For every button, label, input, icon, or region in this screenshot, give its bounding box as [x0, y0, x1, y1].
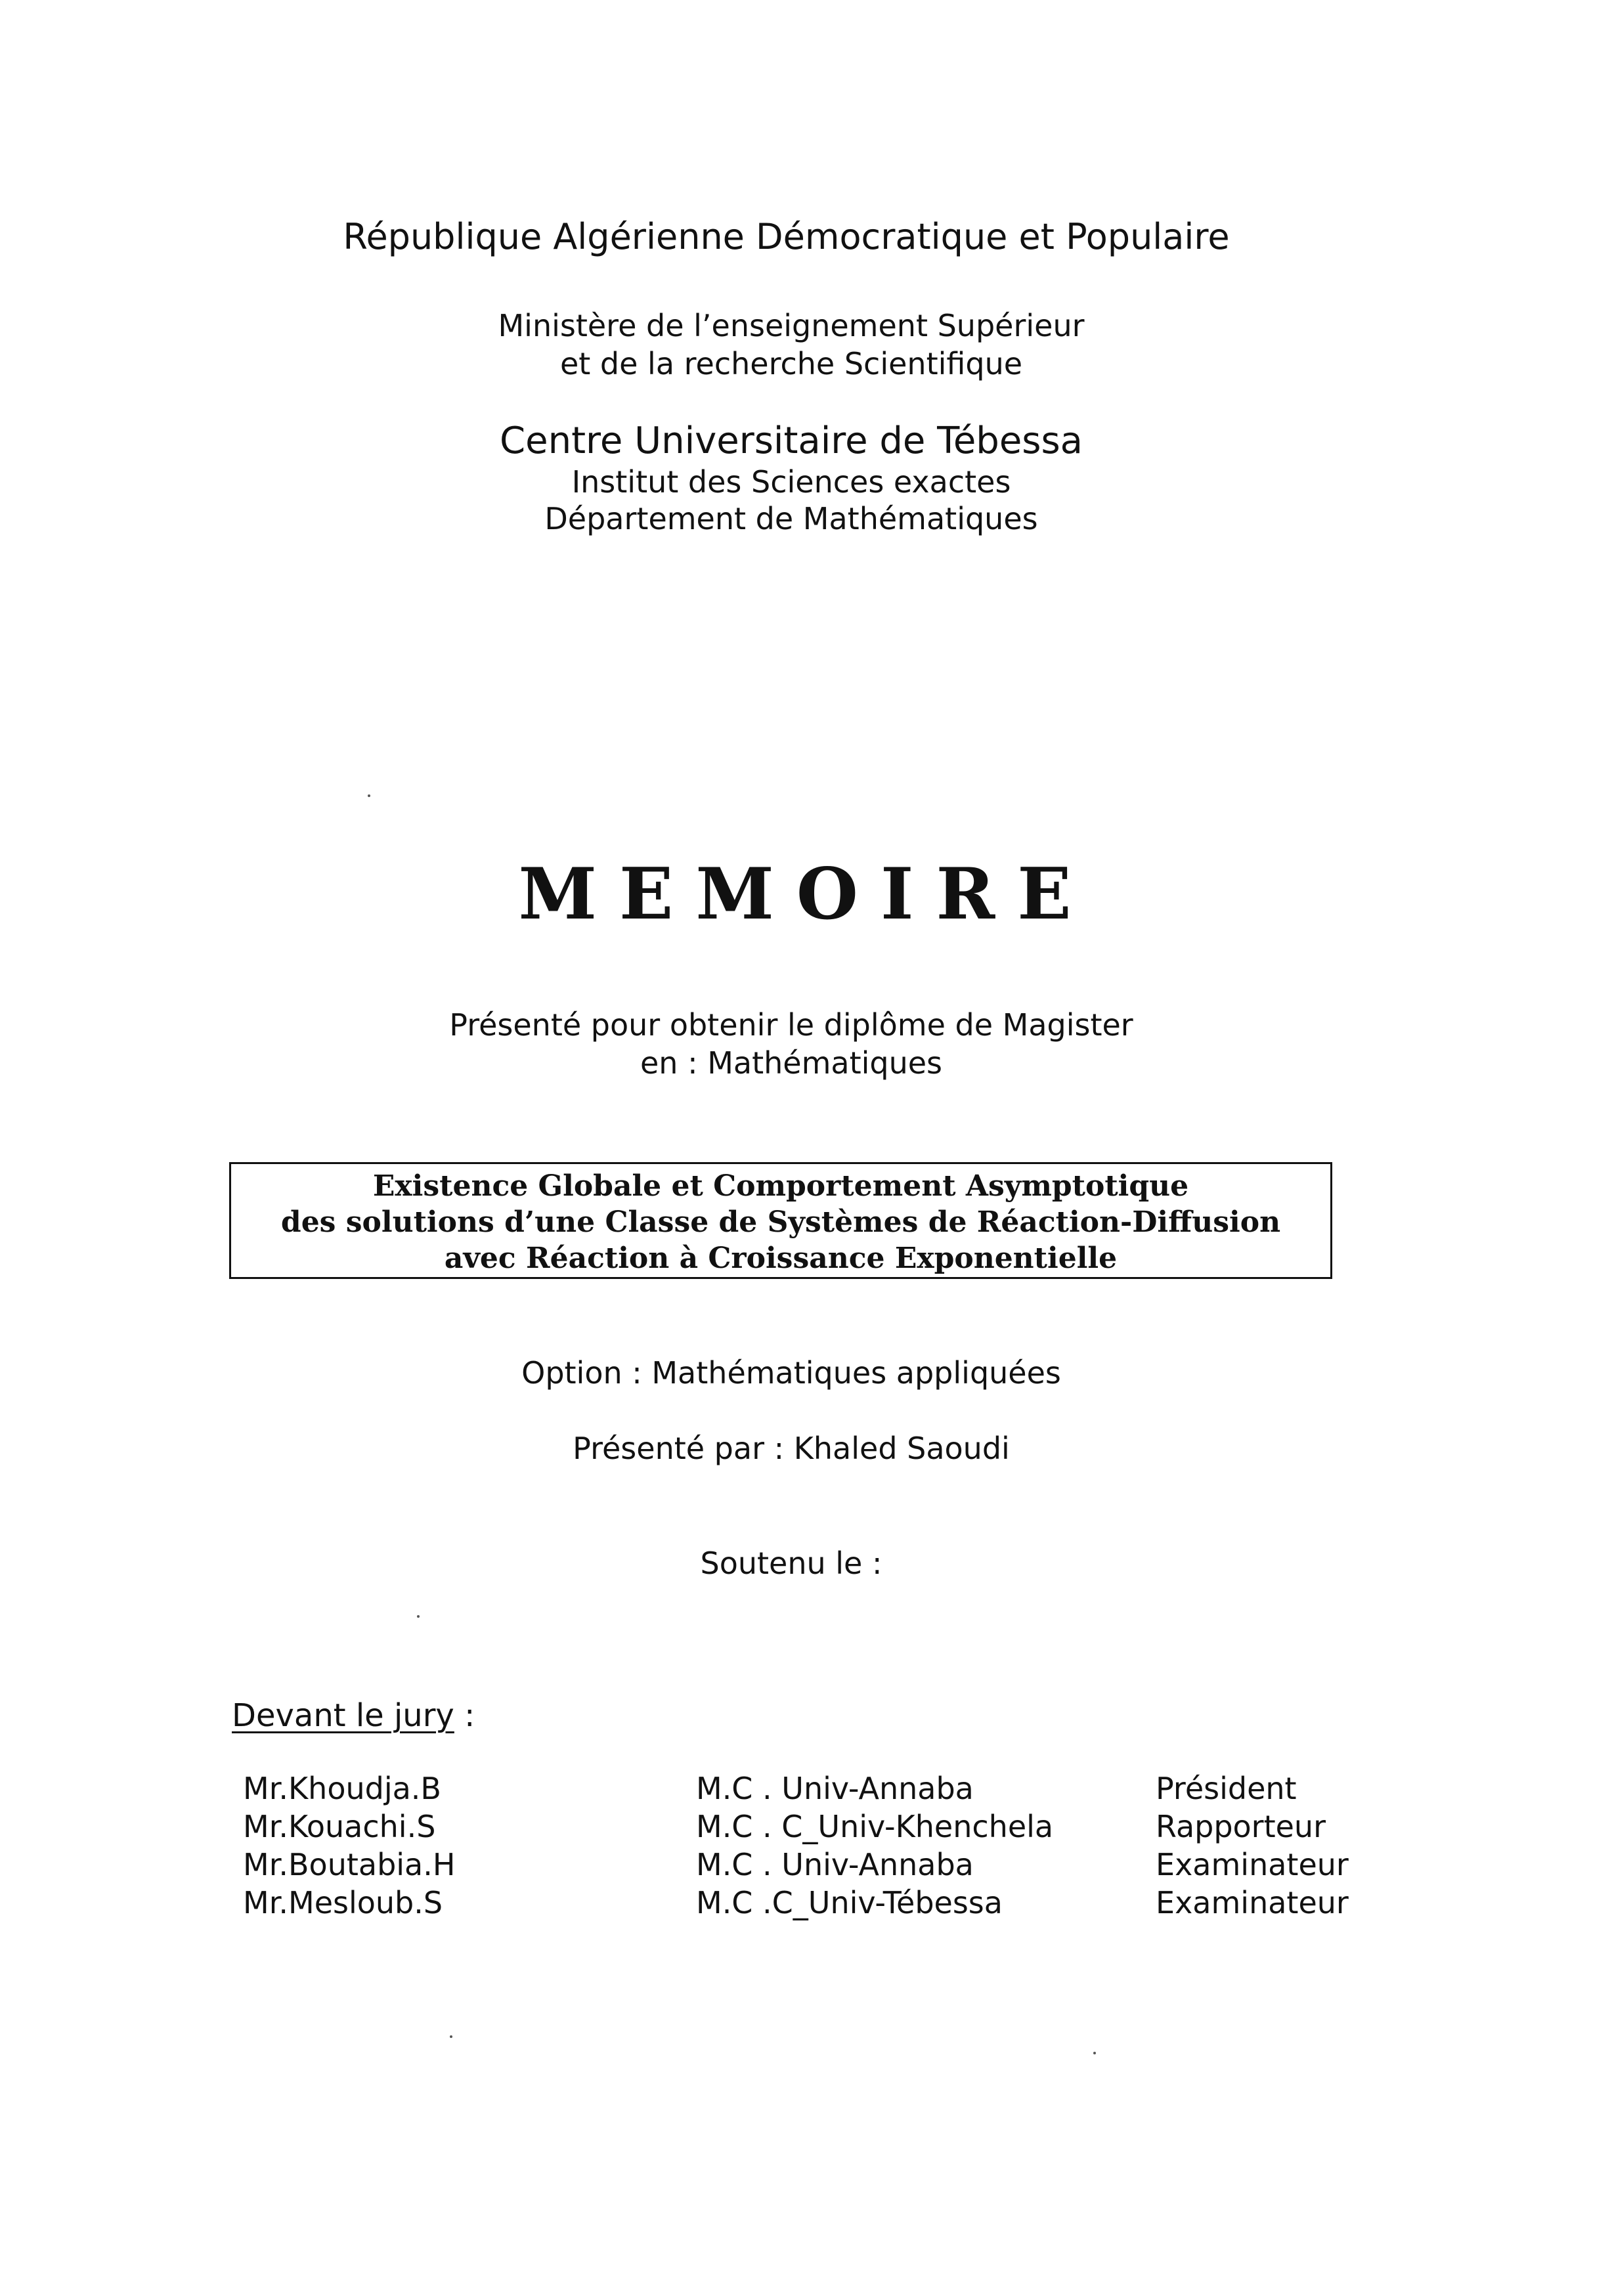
jury-member-name: Mr.Boutabia.H [243, 1847, 456, 1882]
jury-member-role: Président [1156, 1771, 1297, 1806]
scan-speck [417, 1615, 420, 1618]
jury-member-role: Rapporteur [1156, 1809, 1326, 1844]
document-type-title: MEMOIRE [518, 853, 1094, 936]
thesis-title-line-1: Existence Globale et Comportement Asymptotique [372, 1169, 1189, 1203]
thesis-title-box [229, 1162, 1332, 1279]
thesis-title-line-3: avec Réaction à Croissance Exponentielle [444, 1242, 1118, 1275]
thesis-title-line-2: des solutions d’une Classe de Systèmes de Réaction-Diffusion [280, 1205, 1281, 1239]
jury-member-row [0, 1809, 1612, 1848]
jury-member-name: Mr.Khoudja.B [243, 1771, 441, 1806]
defense-date-line: Soutenu le : [700, 1546, 882, 1581]
ministry-line-2: et de la recherche Scientifique [559, 346, 1023, 381]
jury-heading-label: Devant le jury [232, 1697, 454, 1734]
jury-heading [232, 1697, 475, 1734]
institute-name: Institut des Sciences exactes [571, 464, 1011, 500]
diploma-purpose-line-2: en : Mathématiques [640, 1045, 942, 1081]
author-line: Présenté par : Khaled Saoudi [573, 1431, 1010, 1466]
scan-speck [1093, 2052, 1096, 2054]
ministry-line-1: Ministère de l’enseignement Supérieur [498, 308, 1085, 343]
option-line: Option : Mathématiques appliquées [521, 1355, 1061, 1391]
jury-heading-colon: : [454, 1697, 475, 1734]
scan-speck [450, 2035, 452, 2038]
jury-member-row [0, 1885, 1612, 1924]
jury-member-name: Mr.Mesloub.S [243, 1885, 443, 1920]
jury-member-role: Examinateur [1156, 1847, 1349, 1882]
jury-member-grade: M.C . Univ-Annaba [696, 1771, 974, 1806]
jury-member-grade: M.C . Univ-Annaba [696, 1847, 974, 1882]
jury-member-grade: M.C . C_Univ-Khenchela [696, 1809, 1054, 1844]
diploma-purpose-line-1: Présenté pour obtenir le diplôme de Magister [449, 1007, 1133, 1043]
jury-member-name: Mr.Kouachi.S [243, 1809, 436, 1844]
jury-member-role: Examinateur [1156, 1885, 1349, 1920]
centre-name: Centre Universitaire de Tébessa [500, 420, 1083, 462]
department-name: Département de Mathématiques [544, 501, 1038, 536]
scan-speck [368, 794, 370, 797]
republic-heading: République Algérienne Démocratique et Populaire [343, 216, 1230, 257]
jury-member-row [0, 1771, 1612, 1810]
jury-member-row [0, 1847, 1612, 1886]
jury-member-grade: M.C .C_Univ-Tébessa [696, 1885, 1003, 1920]
